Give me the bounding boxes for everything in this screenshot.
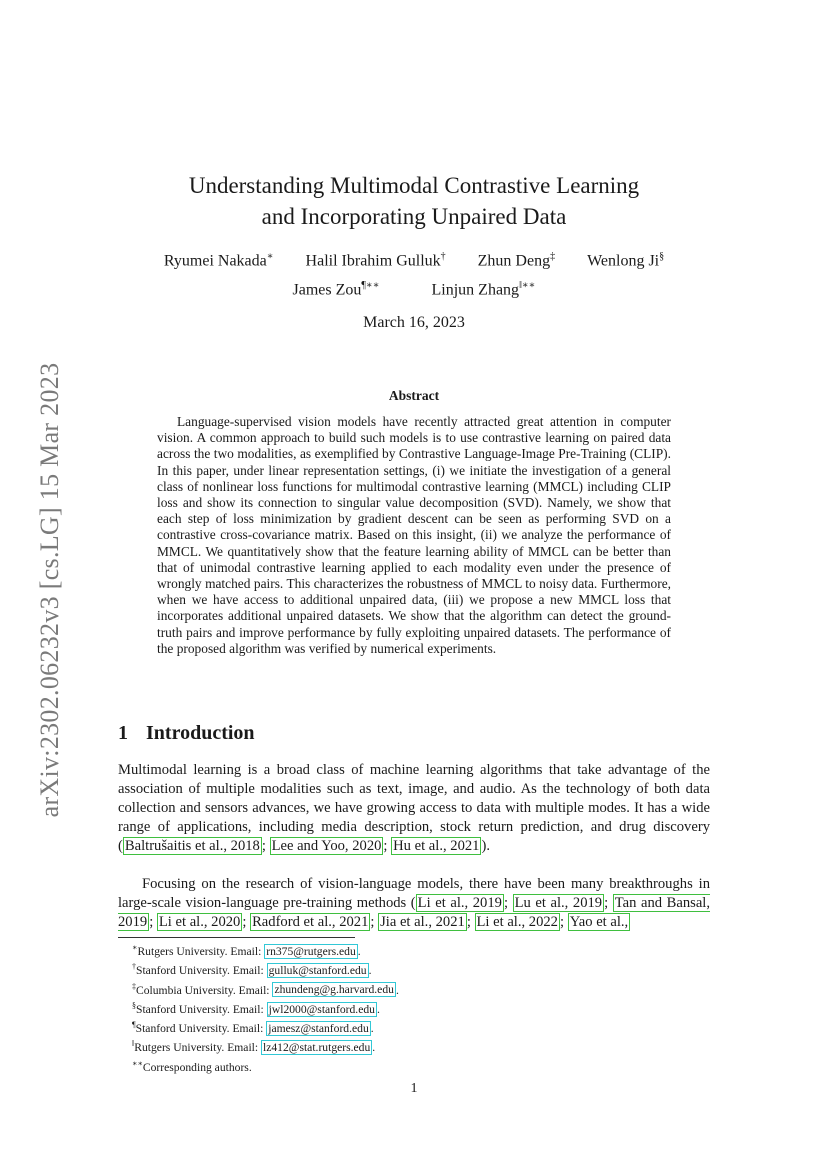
section-number: 1 bbox=[118, 722, 128, 744]
email-link[interactable]: gulluk@stanford.edu bbox=[268, 964, 367, 978]
citation-link[interactable]: Hu et al., 2021 bbox=[393, 838, 480, 854]
paper-title bbox=[118, 170, 710, 232]
footnote-rule bbox=[118, 937, 355, 938]
footnote: ¶Stanford University. Email: jamesz@stanford.edu . bbox=[132, 1020, 374, 1035]
footnote: ‡Columbia University. Email: zhundeng@g.harvard.edu . bbox=[132, 981, 399, 997]
email-link[interactable]: jwl2000@stanford.edu bbox=[268, 1002, 375, 1016]
citation-link[interactable]: Radford et al., 2021 bbox=[252, 914, 369, 930]
author: Wenlong Ji§ bbox=[587, 251, 665, 270]
citation-link[interactable]: Li et al., 2022 bbox=[476, 914, 558, 930]
footnote: ‖Rutgers University. Email: lz412@stat.rutgers.edu . bbox=[132, 1039, 376, 1055]
authors-row-2 bbox=[118, 280, 710, 299]
intro-paragraph-1: Multimodal learning is a broad class of machine learning algorithms that take advantage of the association of multiple modalities such as text, image, and audio. As the technology of both data collection and sensors advances, we have growing access to data with multiple modes. It has a wide range of applications, including media description, stock return prediction, and drug discovery ( Baltrušaitis et al., 2018 ; Lee and Yoo, 2020 ; Hu et al., 2021 ). bbox=[118, 762, 710, 854]
citation-link[interactable]: Yao et al., bbox=[569, 914, 629, 930]
email-link[interactable]: rn375@rutgers.edu bbox=[266, 944, 356, 958]
citation-link[interactable]: Li et al., 2019 bbox=[417, 895, 502, 911]
citation-link[interactable]: Lee and Yoo, 2020 bbox=[271, 838, 382, 854]
page-number: 1 bbox=[410, 1081, 418, 1096]
section-title: Introduction bbox=[146, 722, 255, 744]
abstract-heading: Abstract bbox=[388, 388, 440, 403]
arxiv-identifier: arXiv:2302.06232v3 [cs.LG] 15 Mar 2023 bbox=[35, 362, 64, 818]
citation-link[interactable]: Jia et al., 2021 bbox=[380, 914, 465, 930]
email-link[interactable]: lz412@stat.rutgers.edu bbox=[263, 1041, 371, 1055]
citation-link[interactable]: Baltrušaitis et al., 2018 bbox=[124, 838, 260, 854]
author: Halil Ibrahim Gulluk† bbox=[305, 251, 446, 270]
title-line-2: and Incorporating Unpaired Data bbox=[261, 204, 567, 229]
footnote: †Stanford University. Email: gulluk@stanford.edu . bbox=[132, 962, 372, 978]
citation-link[interactable]: Lu et al., 2019 bbox=[514, 895, 603, 911]
intro-paragraph-2: Focusing on the research of vision-language models, there have been many breakthroughs in large-scale vision-language pre-training methods ( Li et al., 2019 ; Lu et al., 2019 ; Tan and Bansal, 2019 ; Li et al., 2020 ; Radford et al., 2021 ; Jia et al., 2021 ; Li et al., 2022 ; Yao et al., bbox=[118, 876, 711, 930]
footnote: ∗∗Corresponding authors. bbox=[132, 1058, 252, 1074]
citation-link[interactable]: Li et al., 2020 bbox=[158, 914, 241, 930]
email-link[interactable]: zhundeng@g.harvard.edu bbox=[274, 983, 394, 997]
paper-date: March 16, 2023 bbox=[363, 314, 465, 331]
email-link[interactable]: jamesz@stanford.edu bbox=[268, 1021, 369, 1035]
title-line-1: Understanding Multimodal Contrastive Learning bbox=[188, 173, 640, 198]
author: Linjun Zhang‖∗∗ bbox=[431, 280, 536, 299]
author: James Zou¶∗∗ bbox=[292, 280, 380, 299]
footnote: ∗Rutgers University. Email: rn375@rutgers.edu . bbox=[132, 943, 361, 958]
author: Ryumei Nakada∗ bbox=[163, 251, 274, 270]
section-heading bbox=[118, 722, 255, 745]
authors-row-1 bbox=[118, 251, 710, 270]
citation-link[interactable]: Tan and Bansal, 2019 bbox=[118, 895, 711, 930]
footnote: §Stanford University. Email: jwl2000@stanford.edu . bbox=[132, 1000, 380, 1016]
author: Zhun Deng‡ bbox=[477, 251, 556, 270]
abstract-text: Language-supervised vision models have recently attracted great attention in computer vision. A common approach to build such models is to use contrastive learning on paired data across the two modalities, as exemplified by Contrastive Language-Image Pre-Training (CLIP). In this paper, under linear representation settings, (i) we initiate the investigation of a general class of nonlinear loss functions for multimodal contrastive learning (MMCL) including CLIP loss and show its connection to singular value decomposition (SVD). Namely, we show that each step of loss minimization by gradient descent can be seen as performing SVD on a contrastive cross-covariance matrix. Based on this insight, (ii) we analyze the performance of MMCL. We quantitatively show that the feature learning ability of MMCL can be better than that of unimodal contrastive learning applied to each modality even under the presence of wrongly matched pairs. This characterizes the robustness of MMCL to noisy data. Furthermore, when we have access to additional unpaired data, (iii) we propose a new MMCL loss that incorporates additional unpaired datasets. We show that the algorithm can detect the ground-truth pairs and improve performance by fully exploiting unpaired datasets. The performance of the proposed algorithm was verified by numerical experiments. bbox=[157, 414, 671, 656]
footnotes bbox=[118, 940, 710, 1075]
